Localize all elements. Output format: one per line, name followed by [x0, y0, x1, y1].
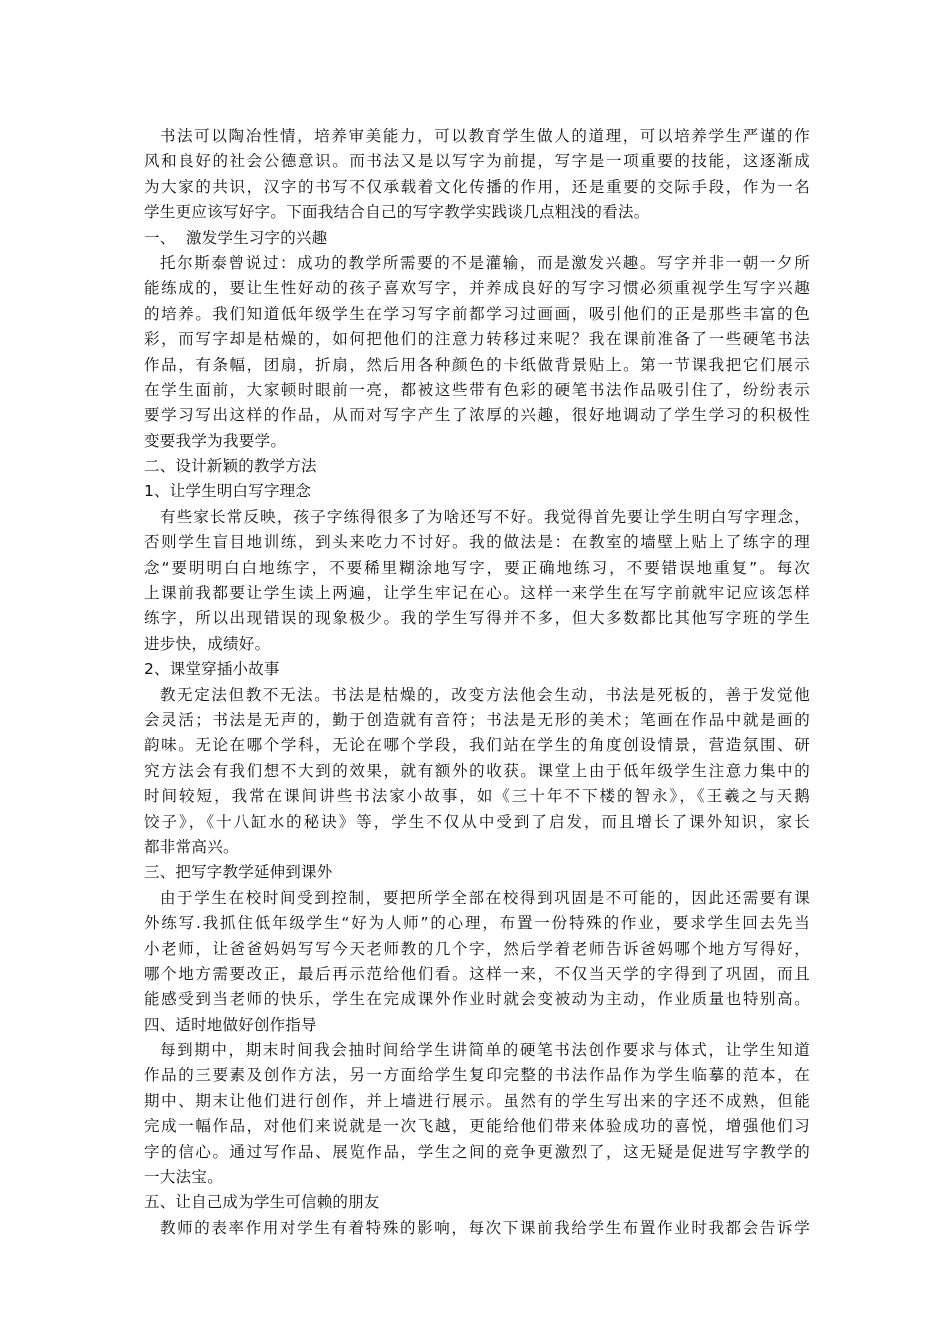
subsection-2-2-paragraph — [144, 683, 810, 861]
text-line: 学生更应该写好字。下面我结合自己的写字教学实践谈几点粗浅的看法。 — [144, 203, 650, 222]
text-line: 字的信心。通过写作品、展览作品，学生之间的竞争更激烈了，这无疑是促进写字教学的 — [144, 1142, 810, 1161]
text-line: 要学习写出这样的作品，从而对写字产生了浓厚的兴趣，很好地调动了学生学习的积极性 — [144, 406, 810, 425]
text-line: 有些家长常反映，孩子字练得很多了为啥还写不好。我觉得首先要让学生明白写字理念， — [160, 507, 810, 526]
text-line: 时间较短，我常在课间讲些书法家小故事，如《三十年不下楼的智永》，《王羲之与天鹅 — [144, 787, 810, 806]
text-line: 上课前我都要让学生读上两遍，让学生牢记在心。这样一来学生在写字前就牢记应该怎样 — [144, 584, 810, 603]
text-line: 教无定法但教不无法。书法是枯燥的，改变方法他会生动，书法是死板的，善于发觉他 — [160, 685, 810, 704]
text-line: 变要我学为我要学。 — [144, 431, 287, 450]
text-line: 饺子》，《十八缸水的秘诀》等，学生不仅从中受到了启发，而且增长了课外知识，家长 — [144, 812, 810, 831]
text-line: 作品，有条幅，团扇，折扇，然后用各种颜色的卡纸做背景贴上。第一节课我把它们展示 — [144, 355, 810, 374]
text-line: 进步快，成绩好。 — [144, 634, 271, 653]
intro-paragraph — [144, 124, 810, 226]
text-line: 由于学生在校时间受到控制，要把所学全部在校得到巩固是不可能的，因此还需要有课 — [160, 888, 810, 907]
document-page — [144, 124, 810, 1241]
text-line: 哪个地方需要改正，最后再示范给他们看。这样一来，不仅当天学的字得到了巩固，而且 — [144, 964, 810, 983]
text-line: 能练成的，要让生性好动的孩子喜欢写字，并养成良好的写字习惯必须重视学生写字兴趣 — [144, 279, 810, 298]
text-line: 教师的表率作用对学生有着特殊的影响，每次下课前我给学生布置作业时我都会告诉学 — [160, 1218, 810, 1237]
text-line: 外练写.我抓住低年级学生“好为人师”的心理，布置一份特殊的作业，要求学生回去先当 — [144, 914, 810, 933]
text-line: 每到期中，期末时间我会抽时间给学生讲简单的硬笔书法创作要求与体式，让学生知道 — [160, 1041, 810, 1060]
section-heading-2: 二、设计新颖的教学方法 — [144, 457, 317, 476]
section-5-paragraph — [144, 1216, 810, 1241]
section-1-paragraph — [144, 251, 810, 454]
heading-text: 激发学生习字的兴趣 — [186, 228, 328, 247]
text-line: 为大家的共识，汉字的书写不仅承载着文化传播的作用，还是重要的交际手段，作为一名 — [144, 177, 810, 196]
text-line: 否则学生盲目地训练，到头来吃力不讨好。我的做法是：在教室的墙壁上贴上了练字的理 — [144, 533, 810, 552]
text-line: 书法可以陶冶性情，培养审美能力，可以教育学生做人的道理，可以培养学生严谨的作 — [160, 127, 810, 145]
section-heading-4: 四、适时地做好创作指导 — [144, 1015, 317, 1034]
text-line: 彩，而写字却是枯燥的，如何把他们的注意力转移过来呢？我在课前准备了一些硬笔书法 — [144, 330, 810, 349]
text-line: 韵味。无论在哪个学科，无论在哪个学段，我们站在学生的角度创设情景，营造氛围、研 — [144, 736, 810, 755]
text-line: 会灵活；书法是无声的，勤于创造就有音符；书法是无形的美术；笔画在作品中就是画的 — [144, 710, 810, 729]
text-line: 作品的三要素及创作方法，另一方面给学生复印完整的书法作品作为学生临摹的范本，在 — [144, 1066, 810, 1085]
text-line: 风和良好的社会公德意识。而书法又是以写字为前提，写字是一项重要的技能，这逐渐成 — [144, 152, 810, 171]
section-4-paragraph — [144, 1038, 810, 1190]
subsection-2-1-paragraph — [144, 505, 810, 657]
text-line: 念“要明明白白地练字，不要稀里糊涂地写字，要正确地练习，不要错误地重复”。每次 — [144, 558, 810, 577]
text-line: 托尔斯泰曾说过：成功的教学所需要的不是灌输，而是激发兴趣。写字并非一朝一夕所 — [160, 253, 810, 272]
text-line: 的培养。我们知道低年级学生在学习写字前都学习过画画，吸引他们的正是那些丰富的色 — [144, 304, 810, 323]
section-heading-5: 五、让自己成为学生可信赖的朋友 — [144, 1193, 380, 1212]
subsection-heading-2-1: 1、让学生明白写字理念 — [144, 482, 312, 501]
text-line: 练字，所以出现错误的现象极少。我的学生写得并不多，但大多数都比其他写字班的学生 — [144, 609, 810, 628]
section-heading-3: 三、把写字教学延伸到课外 — [144, 863, 333, 882]
text-line: 究方法会有我们想不大到的效果，就有额外的收获。课堂上由于低年级学生注意力集中的 — [144, 761, 810, 780]
text-line: 小老师，让爸爸妈妈写写今天老师教的几个字，然后学着老师告诉爸妈哪个地方写得好， — [144, 939, 810, 958]
subsection-heading-2-2: 2、课堂穿插小故事 — [144, 660, 280, 679]
text-line: 在学生面前，大家顿时眼前一亮，都被这些带有色彩的硬笔书法作品吸引住了，纷纷表示 — [144, 380, 810, 399]
text-line: 完成一幅作品，对他们来说就是一次飞越，更能给他们带来体验成功的喜悦，增强他们习 — [144, 1117, 810, 1136]
text-line: 能感受到当老师的快乐，学生在完成课外作业时就会变被动为主动，作业质量也特别高。 — [144, 990, 810, 1009]
heading-number: 一、 — [144, 228, 176, 247]
text-line: 一大法宝。 — [144, 1168, 224, 1187]
section-heading-1 — [144, 226, 810, 251]
text-line: 期中、期末让他们进行创作，并上墙进行展示。虽然有的学生写出来的字还不成熟，但能 — [144, 1091, 810, 1110]
section-3-paragraph — [144, 886, 810, 1013]
text-line: 都非常高兴。 — [144, 837, 239, 856]
